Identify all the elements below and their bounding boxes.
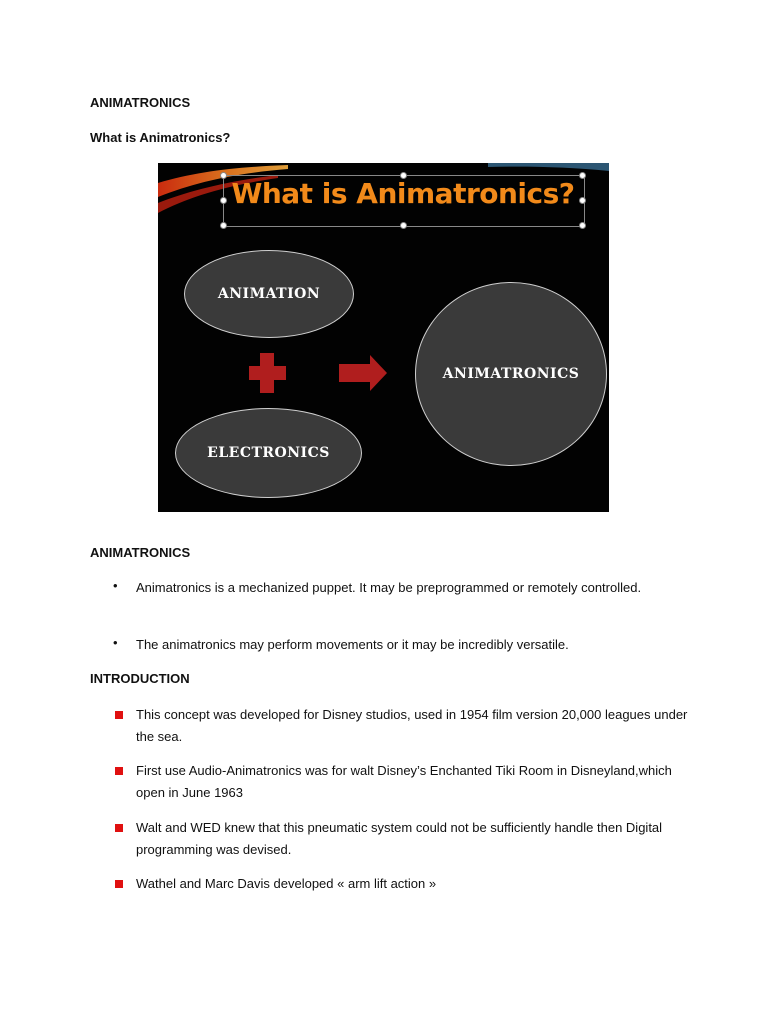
list-item: First use Audio-Animatronics was for walt Disney’s Enchanted Tiki Room in Disneyland,which open in June 1963: [136, 763, 672, 800]
selection-handle: [220, 222, 227, 229]
circle-animatronics: ANIMATRONICS: [415, 282, 607, 466]
document-heading: ANIMATRONICS: [90, 95, 191, 110]
ellipse-electronics: ELECTRONICS: [175, 408, 362, 498]
section-heading-introduction: INTRODUCTION: [90, 671, 190, 686]
list-item: Animatronics is a mechanized puppet. It may be preprogrammed or remotely controlled.: [136, 580, 642, 595]
bullet-square-icon: [115, 880, 123, 888]
bullet-square-icon: [115, 711, 123, 719]
bullet-square-icon: [115, 767, 123, 775]
arrow-right-icon: [339, 355, 387, 391]
slide-image: [158, 163, 609, 512]
selection-handle: [579, 222, 586, 229]
section-heading-animatronics: ANIMATRONICS: [90, 545, 191, 560]
list-item: Wathel and Marc Davis developed « arm lift action »: [136, 876, 437, 891]
slide-title: What is Animatronics?: [231, 177, 575, 210]
list-item: The animatronics may perform movements or it may be incredibly versatile.: [136, 637, 569, 652]
bullet-dot: •: [113, 578, 118, 593]
ellipse-animation: ANIMATION: [184, 250, 354, 338]
list-item: Walt and WED knew that this pneumatic system could not be sufficiently handle then Digital programming was devised.: [136, 820, 663, 857]
bullet-dot: •: [113, 635, 118, 650]
document-subheading: What is Animatronics?: [90, 130, 231, 145]
bullet-square-icon: [115, 824, 123, 832]
selection-handle: [400, 222, 407, 229]
list-item: This concept was developed for Disney studios, used in 1954 film version 20,000 leagues under the sea.: [136, 707, 688, 744]
